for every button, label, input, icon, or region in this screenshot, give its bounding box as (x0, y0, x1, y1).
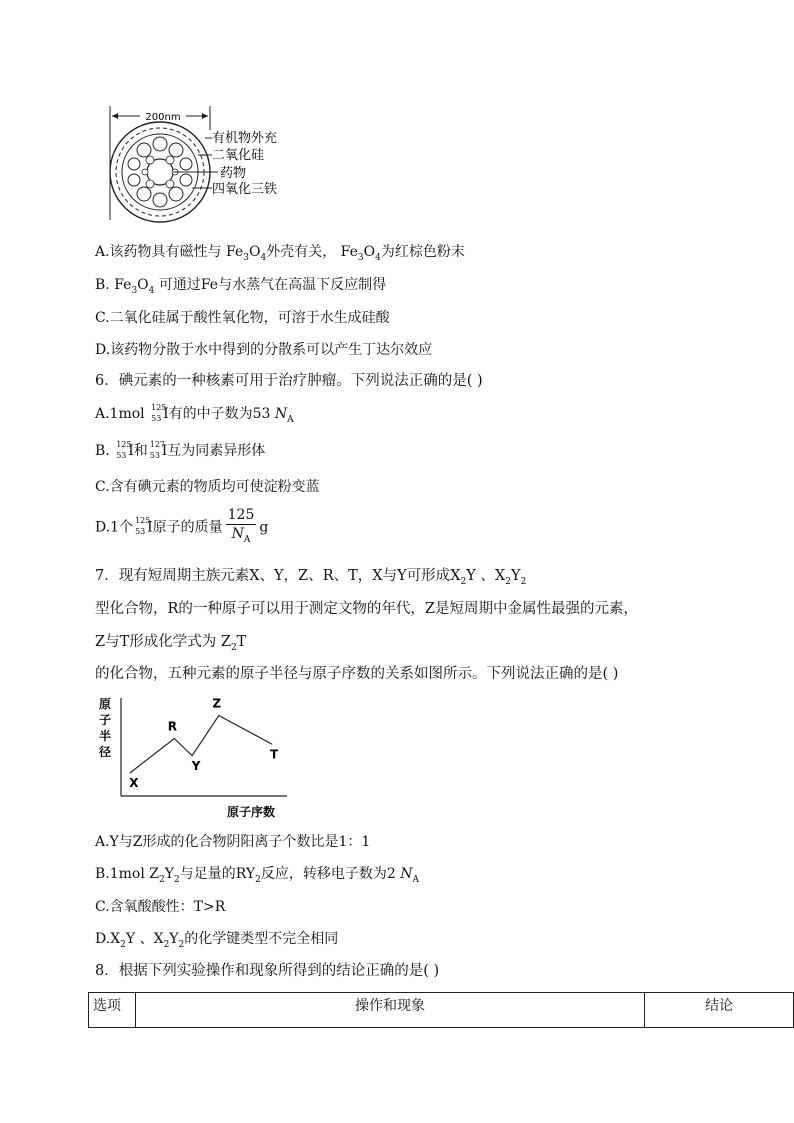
point-label-r: R (167, 719, 177, 734)
label-drug: 药物 (220, 166, 247, 181)
q5-option-b: B. $Fe_3O_4$ 可通过Fe与水蒸气在高温下反应制得 (95, 277, 387, 296)
q5-option-d: D.该药物分散于水中得到的分散系可以产生丁达尔效应 (95, 342, 433, 358)
table-header-row (89, 993, 794, 1028)
q8-table (88, 992, 794, 1028)
nuclide-i125: 125 53 (116, 440, 132, 460)
y-axis-label-char: 原 (98, 697, 112, 711)
q6-option-c: C.含有碘元素的物质均可使淀粉变蓝 (95, 479, 320, 495)
q6-option-b: B. 125 53 I和 127 53 I互为同素异形体 (95, 440, 266, 460)
q7-stem-line1: 7．现有短周期主族元素X、Y，Z、R、T，X与Y可形成$X_2Y$ 、$X_2Y_2$ (95, 568, 527, 587)
header-conclusion: 结论 (645, 993, 794, 1028)
fraction-125-over-na: $\frac{125}{N_A}$ (227, 507, 255, 545)
y-axis-label-char: 子 (98, 713, 112, 727)
q6-option-a: A.1mol 125 53 I有的中子数为53 $N_A$ (95, 403, 294, 425)
q7-option-d: $D.X_2Y$ 、$X_2Y_2$的化学键类型不完全相同 (95, 931, 339, 950)
header-option: 选项 (89, 993, 136, 1028)
q7-stem-line3: Z与T形成化学式为 $Z_2T$ (95, 634, 247, 653)
q7-stem-line4: 的化合物，五种元素的原子半径与原子序数的关系如图所示。下列说法正确的是( ) (95, 666, 619, 682)
nuclide-i125: 125 53 (135, 516, 151, 537)
q6-option-d: D.1个 125 53 I原子的质量 $\frac{125}{N_A}$ g (95, 506, 268, 549)
q7-option-a: A.Y与Z形成的化合物阴阳离子个数比是1：1 (95, 834, 371, 850)
point-label-t: T (270, 747, 279, 762)
point-label-z: Z (212, 696, 222, 711)
q7-option-c: C.含氧酸酸性：T>R (95, 899, 226, 915)
label-silica: 二氧化硅 (212, 148, 265, 163)
header-operation: 操作和现象 (136, 993, 645, 1028)
y-axis-label-char: 半 (98, 729, 112, 743)
atomic-radius-chart (95, 694, 295, 824)
q5-option-a: A.该药物具有磁性与 $Fe_3O_4$外壳有关， $Fe_3O_4$为红棕色粉末 (95, 244, 465, 263)
q6-stem: 6．碘元素的一种核素可用于治疗肿瘤。下列说法正确的是( ) (95, 373, 483, 389)
nuclide-i127: 127 53 (149, 440, 166, 460)
nanoparticle-diagram (100, 100, 320, 225)
q5-option-c: C.二氧化硅属于酸性氧化物，可溶于水生成硅酸 (95, 310, 390, 326)
label-organic-shell: 有机物外充 (212, 131, 278, 146)
point-label-x: X (129, 776, 139, 790)
nuclide-i125: 125 53 (151, 403, 167, 423)
label-fe3o4: 四氧化三铁 (212, 182, 278, 197)
x-axis-label: 原子序数 (226, 805, 276, 819)
y-axis-label-char: 径 (98, 745, 112, 759)
q7-option-b: B.1mol $Z_2Y_2$与足量的$RY_2$反应，转移电子数为2 $N_A$ (95, 866, 419, 885)
q8-stem: 8．根据下列实验操作和现象所得到的结论正确的是( ) (95, 963, 440, 979)
point-label-y: Y (191, 758, 201, 773)
scale-label: 200nm (145, 112, 181, 123)
q7-stem-line2: 型化合物，R的一种原子可以用于测定文物的年代，Z是短周期中金属性最强的元素， (95, 601, 638, 617)
series-line (130, 716, 272, 774)
